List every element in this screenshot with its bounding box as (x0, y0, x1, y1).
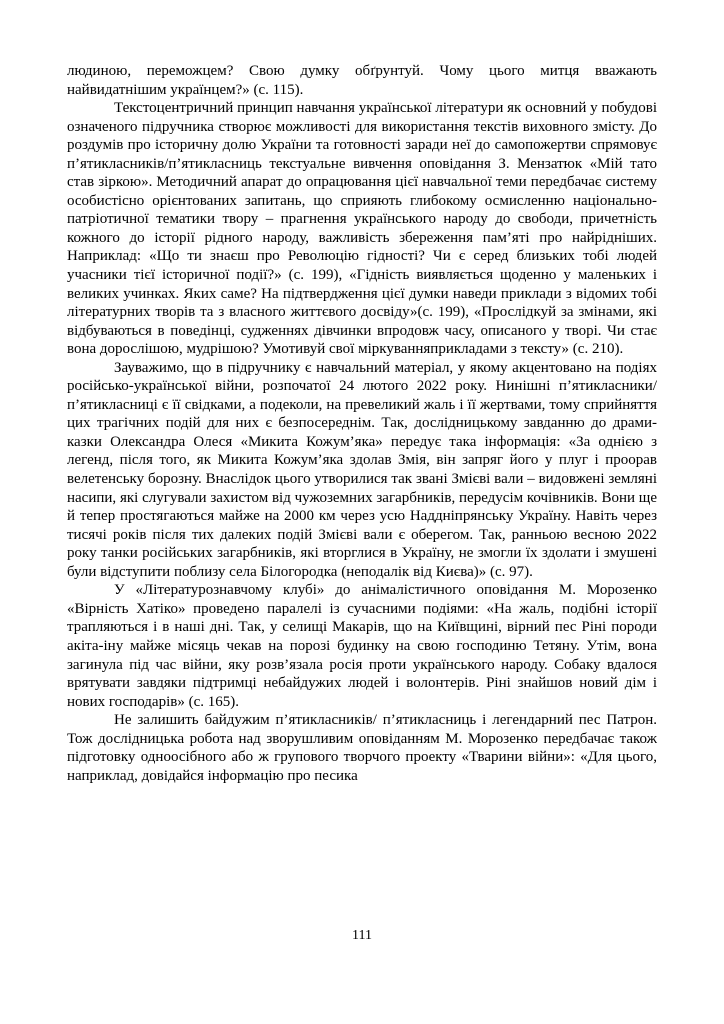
page-number: 111 (352, 928, 372, 943)
paragraph-continuation: людиною, переможцем? Свою думку обґрунтуй. Чому цього митця вважають найвидатнішим українцем?» (с. 115). (67, 63, 657, 98)
paragraph-literary-club: У «Літературознавчому клубі» до анімалістичного оповідання М. Морозенко «Вірність Хатіко» проведено паралелі із сучасними подіями: «На жаль, подібні історії трапляються і в наші дні. Так, у селищі Макарів, що на Київщині, вірний пес Ріні породи акіта-іну майже місяць чекав на порозі будинку на свою господиню Тетяну. Утім, вона загинула під час війни, яку розв’язала росія проти українського народу. Собаку вдалося врятувати завдяки підтримці небайдужих людей і волонтерів. Ріні знайшов новий дім і нових господарів» (с. 165). (67, 582, 657, 710)
paragraph-dog-patron: Не залишить байдужим п’ятикласників/ п’ятикласниць і легендарний пес Патрон. Тож дослідницька робота над зворушливим оповіданням М. Морозенко передбачає також підготовку одноосібного або ж групового творчого проекту «Тварини війни»: «Для цього, наприклад, довідайся інформацію про песика (67, 712, 657, 784)
paragraph-war-material: Зауважимо, що в підручнику є навчальний матеріал, у якому акцентовано на подіях російсько-української війни, розпочатої 24 лютого 2022 року. Нинішні п’ятикласники/ п’ятикласниці є її свідками, а подеколи, на превеликий жаль і її жертвами, тому сприйняття цих трагічних подій для них є безпосереднім. Так, дослідницькому завданню до драми-казки Олександра Олеся «Микита Кожум’яка» передує така інформація: «За однією з легенд, після того, як Микита Кожум’яка здолав Змія, він запряг його у плуг і проорав велетенську борозну. Внаслідок цього утворилися так звані Змієві вали – видовжені земляні насипи, які слугували захистом від чужоземних загарбників, передусім кочівників. Вони ще й тепер простягаються майже на 2000 км через усю Наддніпрянську Україну. Навіть через тисячі років після тих далеких подій Змієві вали є оберегом. Так, ранньою весною 2022 року танки російських загарбників, які вторглися в Україну, не змогли їх здолати і змушені були відступити поблизу села Білогородка (неподалік від Києва)» (с. 97). (67, 359, 657, 580)
paragraph-textocentric-principle: Текстоцентричний принцип навчання української літератури як основний у побудові означеного підручника створює можливості для використання текстів виховного змісту. До роздумів про історичну долю України та готовності заради неї до самопожертви спрямовує п’ятикласників/п’ятикласниць текстуальне вивчення оповідання З. Мензатюк «Мій тато став зіркою». Методичний апарат до опрацювання цієї навчальної теми передбачає систему особистісно орієнтованих запитань, що сприяють глибокому осмисленню національно-патріотичної тематики твору – прагнення українського народу до свободи, причетність кожного до історії рідного народу, важливість збереження пам’яті про найрідніших. Наприклад: «Що ти знаєш про Революцію гідності? Чи є серед близьких тобі людей учасники тієї історичної події?» (с. 199), «Гідність виявляється щоденно у маленьких і великих учинках. Яких саме? На підтвердження цієї думки наведи приклади з відомих тобі літературних творів та з власного життєвого досвіду»(с. 199), «Прослідкуй за змінами, які відбуваються в поведінці, судженнях дівчинки впродовж часу, описаного у творі. Чи стає вона дорослішою, мудрішою? Умотивуй свої міркуванняприкладами з тексту» (с. 210). (67, 100, 657, 358)
page-body (67, 62, 657, 785)
